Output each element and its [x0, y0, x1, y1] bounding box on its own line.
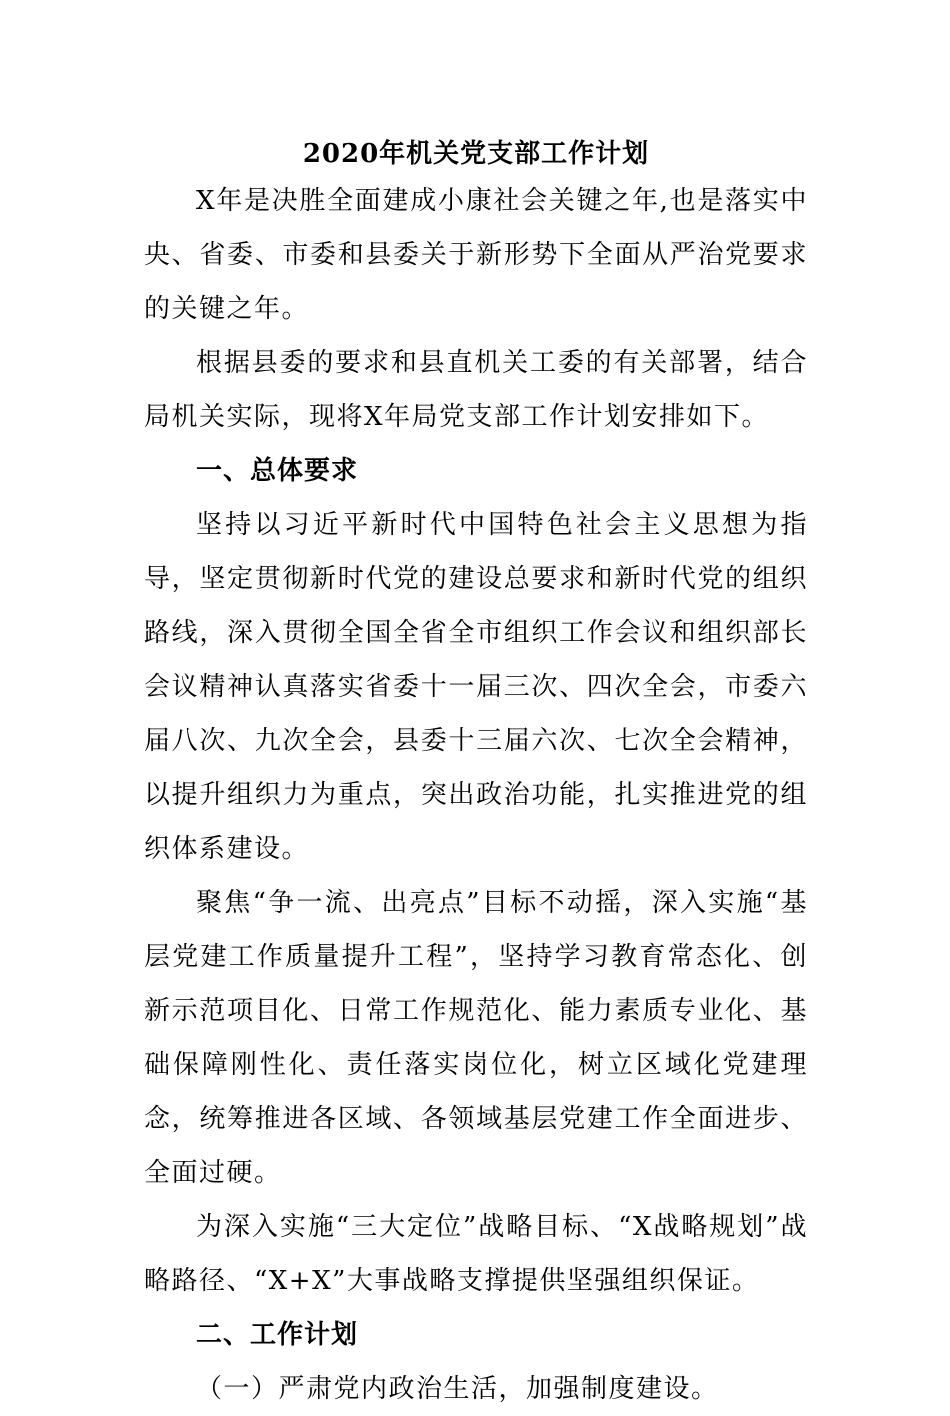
intro-paragraph-2: 根据县委的要求和县直机关工委的有关部署，结合局机关实际，现将X年局党支部工作计划安排如下。 — [144, 348, 808, 432]
intro-paragraph-1: X年是决胜全面建成小康社会关键之年,也是落实中央、省委、市委和县委关于新形势下全面从严治党要求的关键之年。 — [144, 186, 808, 324]
document-title: 2020年机关党支部工作计划 — [302, 139, 650, 169]
section1-paragraph-1: 坚持以习近平新时代中国特色社会主义思想为指导，坚定贯彻新时代党的建设总要求和新时代党的组织路线，深入贯彻全国全省全市组织工作会议和组织部长会议精神认真落实省委十一届三次、四次全会，市委六届八次、九次全会，县委十三届六次、七次全会精神，以提升组织力为重点，突出政治功能，扎实推进党的组织体系建设。 — [144, 510, 808, 864]
document-body — [144, 134, 808, 1416]
section-heading-work-plan: 二、工作计划 — [196, 1320, 359, 1350]
section-heading-general-requirements: 一、总体要求 — [196, 456, 359, 486]
section1-paragraph-3: 为深入实施“三大定位”战略目标、“X战略规划”战略路径、“X+X”大事战略支撑提供坚强组织保证。 — [144, 1212, 808, 1296]
subsection-heading-1: （一）严肃党内政治生活，加强制度建设。 — [196, 1374, 719, 1404]
section1-paragraph-2: 聚焦“争一流、出亮点”目标不动摇，深入实施“基层党建工作质量提升工程”，坚持学习教育常态化、创新示范项目化、日常工作规范化、能力素质专业化、基础保障刚性化、责任落实岗位化，树立区域化党建理念，统筹推进各区域、各领域基层党建工作全面进步、全面过硬。 — [144, 888, 808, 1188]
